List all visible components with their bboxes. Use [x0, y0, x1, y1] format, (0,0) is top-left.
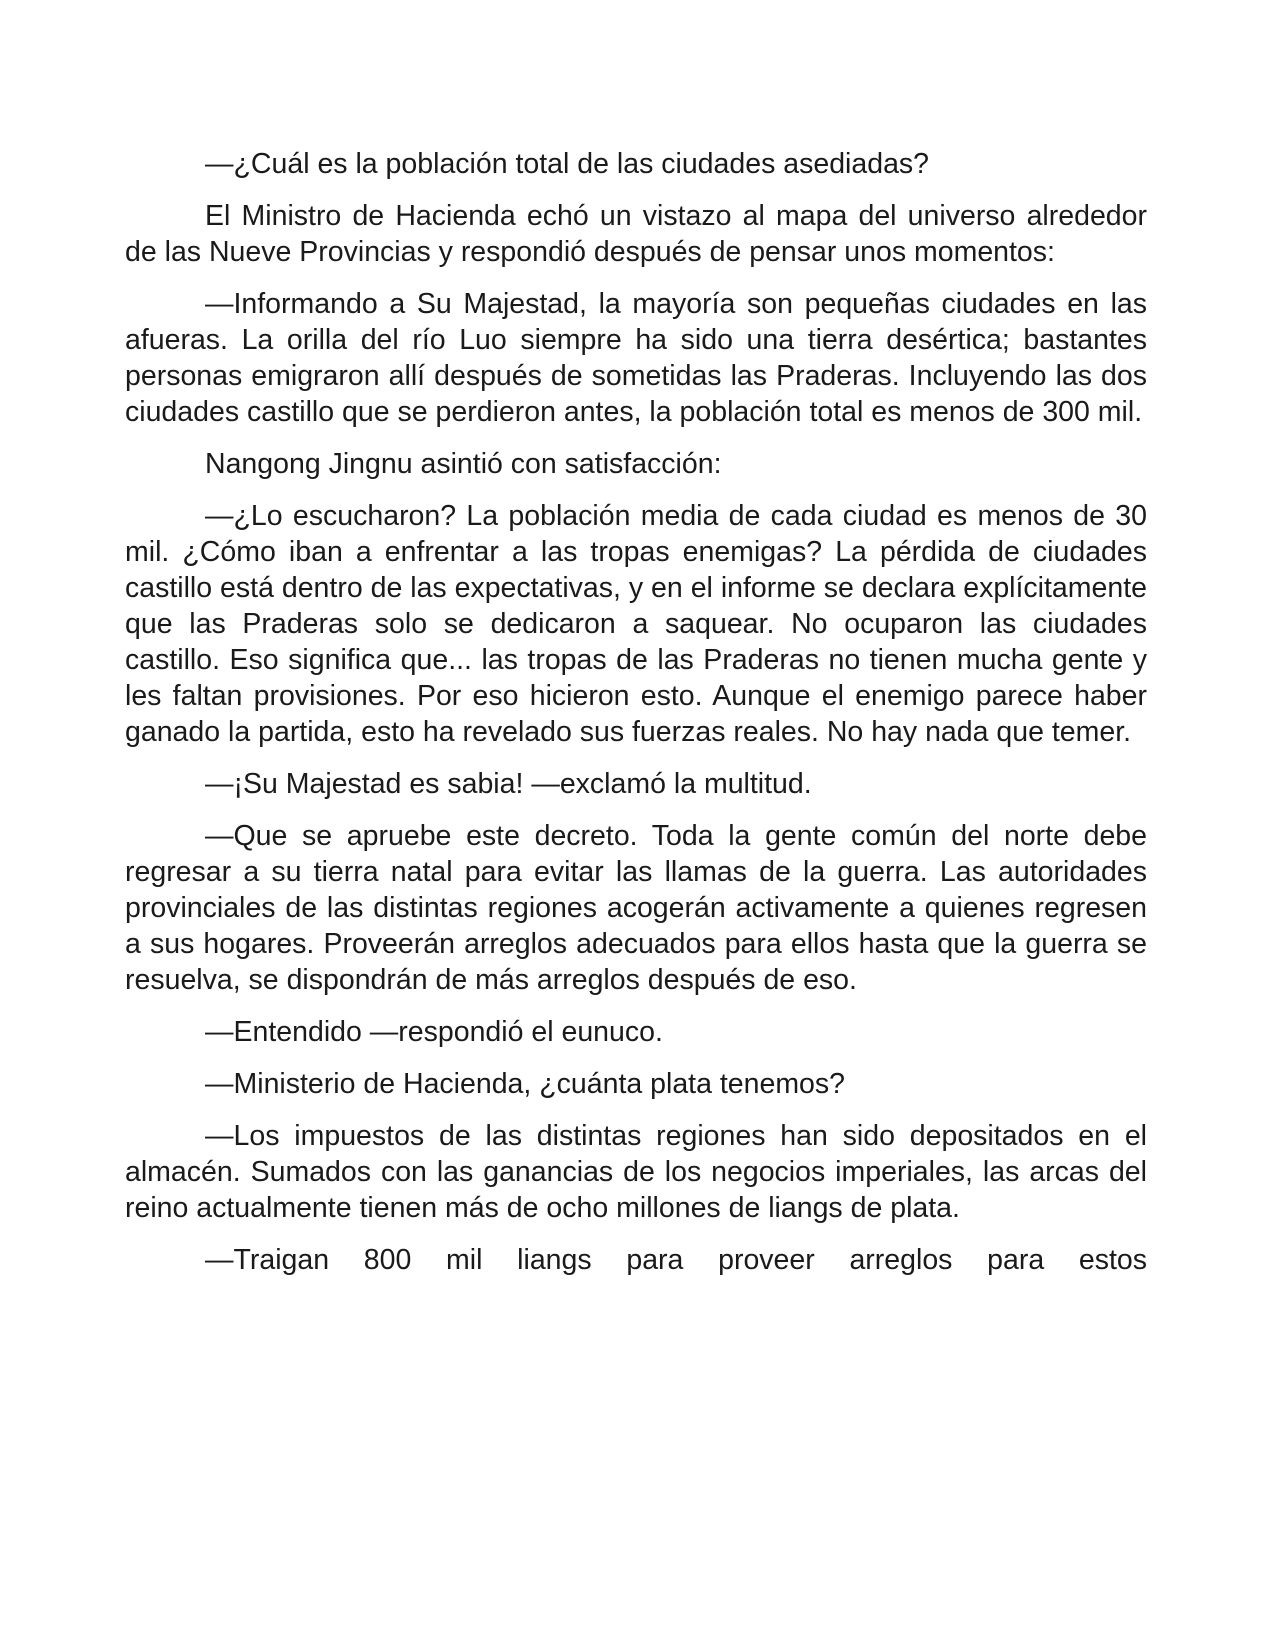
- paragraph-5: —¿Lo escucharon? La población media de cada ciudad es menos de 30 mil. ¿Cómo iban a enfrentar a las tropas enemigas? La pérdida de ciudades castillo está dentro de las expectativas, y en el informe se declara explícitamente que las Praderas solo se dedicaron a saquear. No ocuparon las ciudades castillo. Eso significa que... las tropas de las Praderas no tienen mucha gente y les faltan provisiones. Por eso hicieron esto. Aunque el enemigo parece haber ganado la partida, esto ha revelado sus fuerzas reales. No hay nada que temer.: [125, 500, 1147, 748]
- paragraph-8: —Entendido —respondió el eunuco.: [205, 1016, 663, 1048]
- paragraph-4: Nangong Jingnu asintió con satisfacción:: [205, 448, 722, 480]
- paragraph-1: —¿Cuál es la población total de las ciudades asediadas?: [205, 148, 930, 180]
- paragraph-7: —Que se apruebe este decreto. Toda la gente común del norte debe regresar a su tierra natal para evitar las llamas de la guerra. Las autoridades provinciales de las distintas regiones acogerán activamente a quienes regresen a sus hogares. Proveerán arreglos adecuados para ellos hasta que la guerra se resuelva, se dispondrán de más arreglos después de eso.: [125, 820, 1147, 996]
- text-body: [125, 146, 1147, 1278]
- paragraph-6: —¡Su Majestad es sabia! —exclamó la multitud.: [205, 768, 812, 800]
- paragraph-10: —Los impuestos de las distintas regiones han sido depositados en el almacén. Sumados con las ganancias de los negocios imperiales, las arcas del reino actualmente tienen más de ocho millones de liangs de plata.: [125, 1120, 1147, 1224]
- paragraph-3: —Informando a Su Majestad, la mayoría son pequeñas ciudades en las afueras. La orilla del río Luo siempre ha sido una tierra desértica; bastantes personas emigraron allí después de sometidas las Praderas. Incluyendo las dos ciudades castillo que se perdieron antes, la población total es menos de 300 mil.: [125, 288, 1147, 428]
- paragraph-2: El Ministro de Hacienda echó un vistazo al mapa del universo alrededor de las Nueve Provincias y respondió después de pensar unos momentos:: [125, 200, 1147, 268]
- paragraph-9: —Ministerio de Hacienda, ¿cuánta plata tenemos?: [205, 1068, 846, 1100]
- paragraph-11: —Traigan 800 mil liangs para proveer arreglos para estos: [205, 1244, 1147, 1276]
